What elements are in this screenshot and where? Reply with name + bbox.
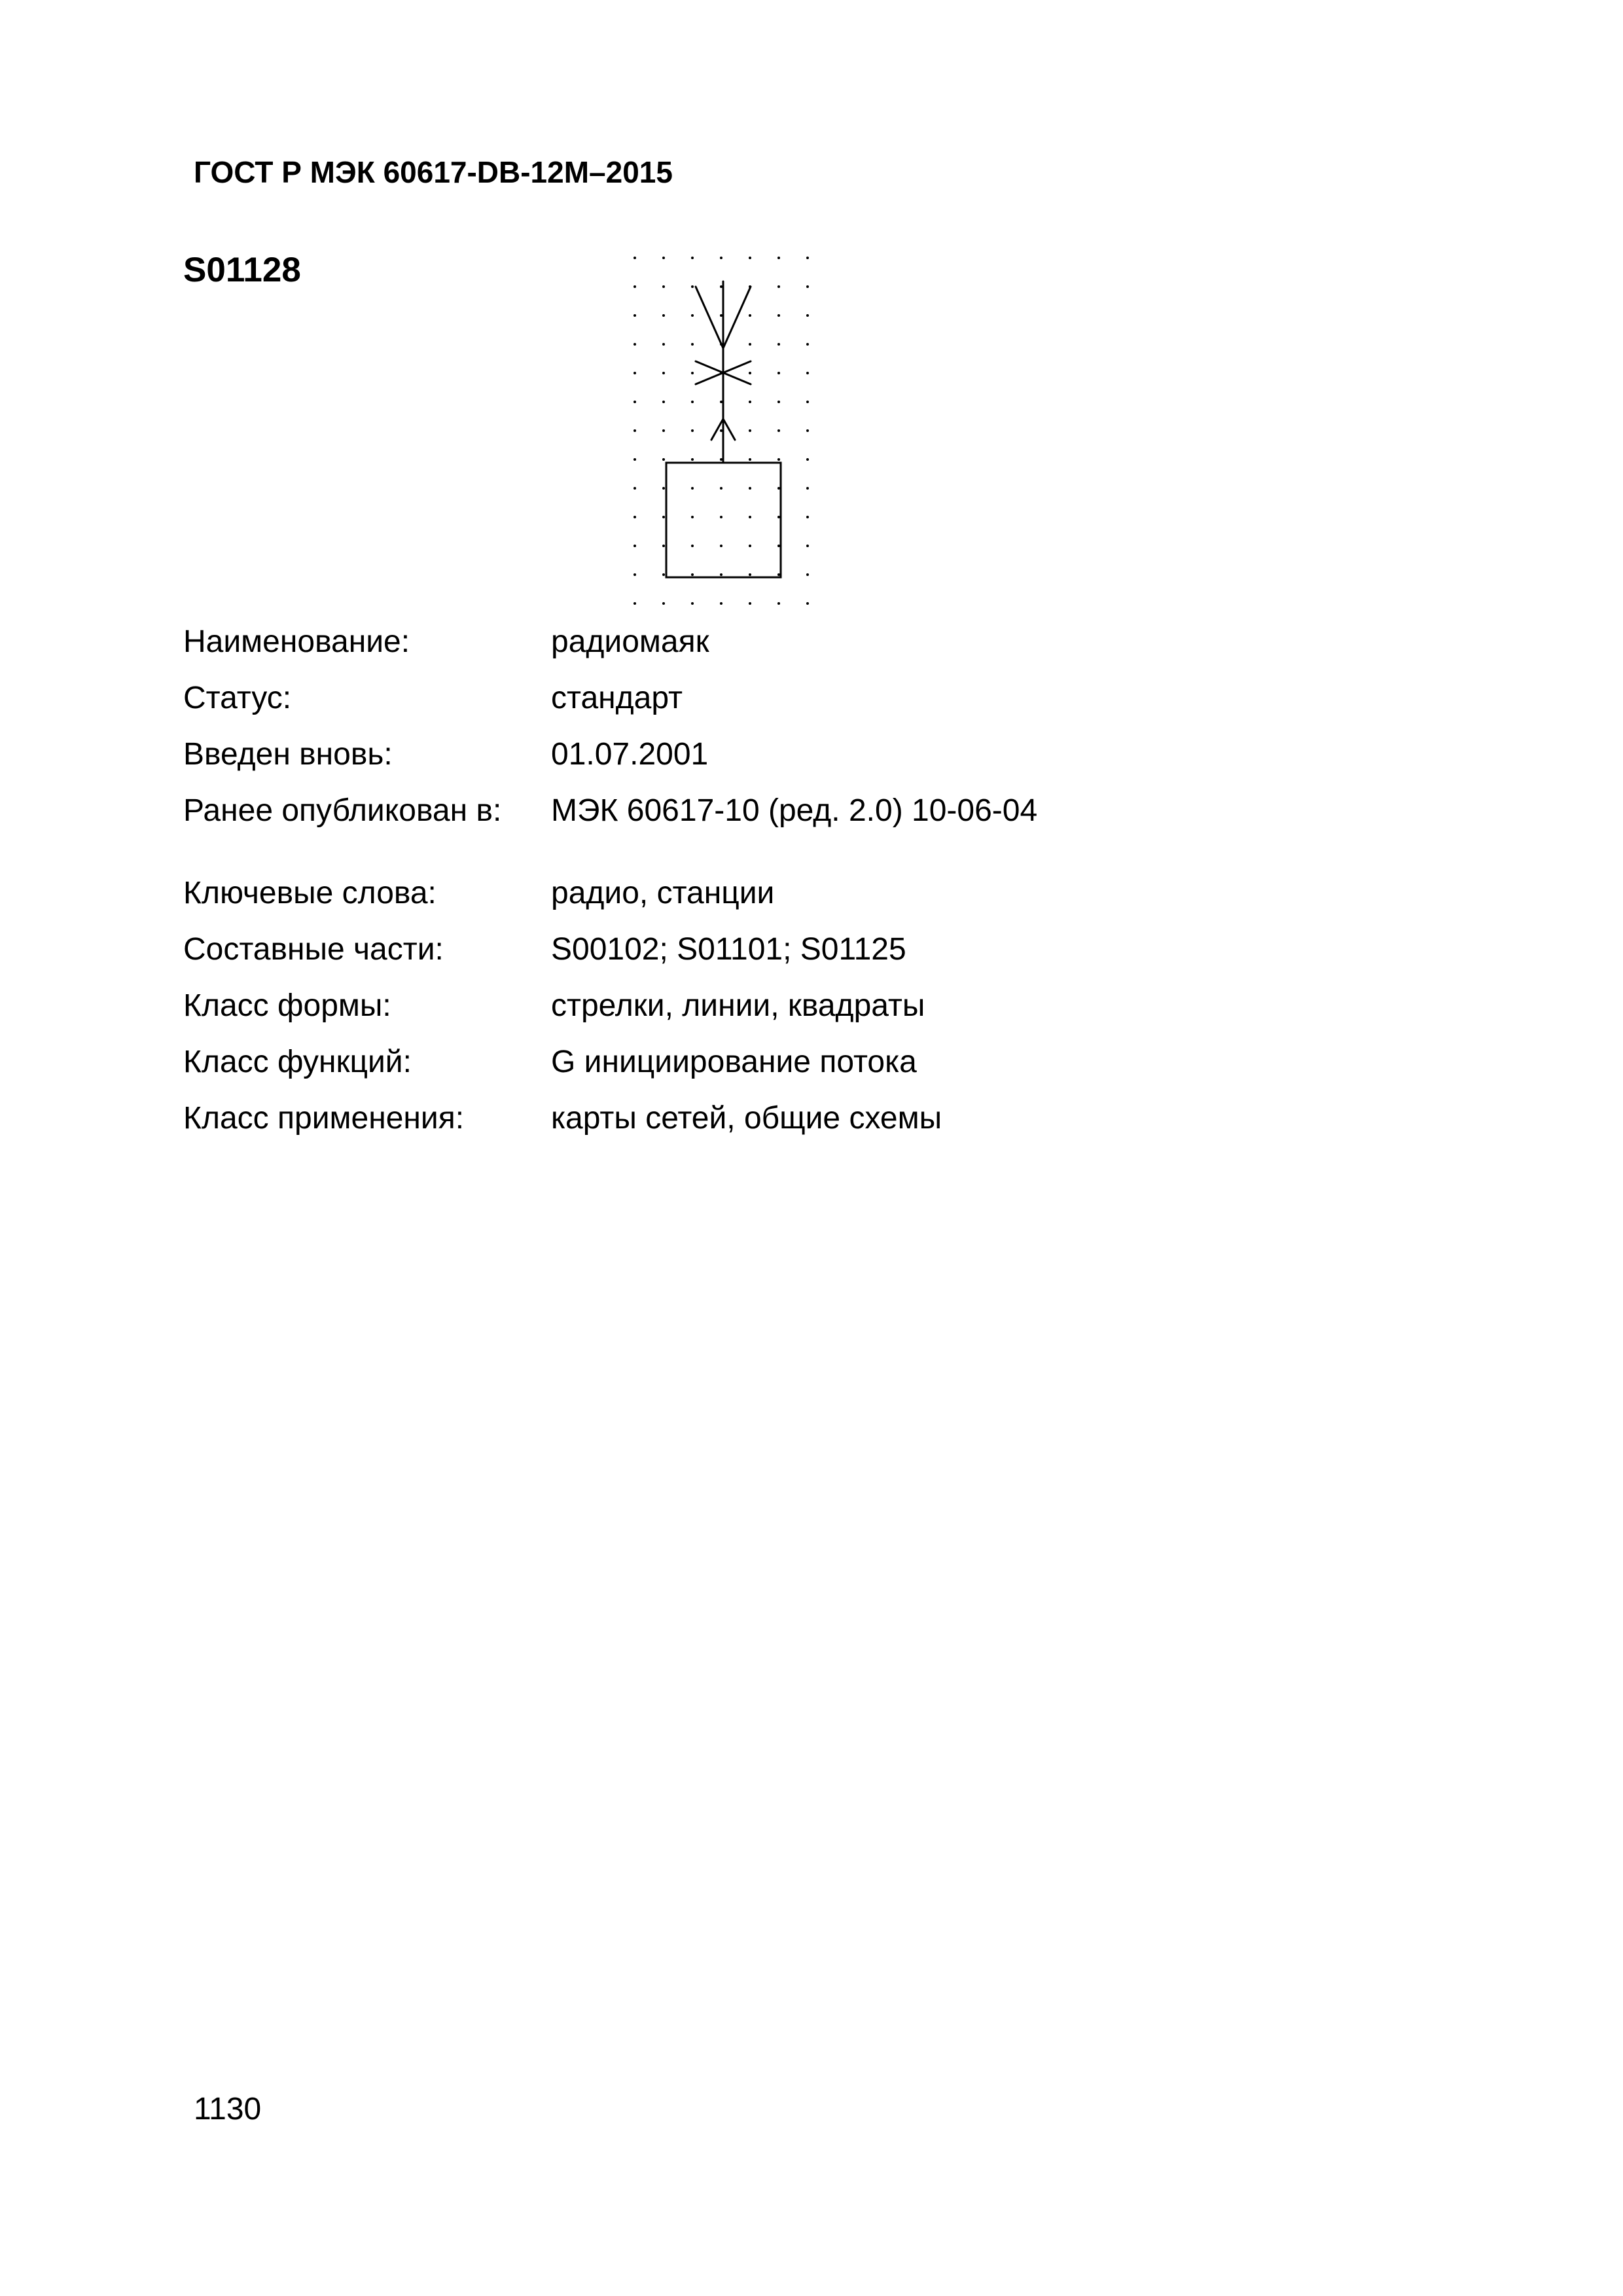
grid-dot (806, 573, 809, 576)
property-value: G инициирование потока (551, 1045, 917, 1079)
property-label: Класс формы: (183, 988, 391, 1023)
page-number: 1130 (194, 2092, 262, 2126)
grid-dot (749, 516, 751, 518)
property-value: 01.07.2001 (551, 737, 709, 772)
grid-dot (662, 602, 665, 605)
grid-dot (633, 285, 636, 288)
grid-dot (633, 458, 636, 461)
grid-dot (806, 602, 809, 605)
property-row-status (183, 670, 1037, 726)
grid-dot (806, 401, 809, 403)
grid-dot (633, 602, 636, 605)
property-value: карты сетей, общие схемы (551, 1101, 942, 1136)
grid-dot (633, 487, 636, 490)
grid-dot (777, 257, 780, 259)
grid-dots (633, 257, 809, 605)
grid-dot (691, 429, 694, 432)
symbol-code: S01128 (183, 251, 301, 289)
grid-dot (691, 257, 694, 259)
grid-dot (777, 602, 780, 605)
property-value: стрелки, линии, квадраты (551, 988, 925, 1023)
grid-dot (691, 545, 694, 547)
grid-dot (662, 401, 665, 403)
grid-dot (691, 285, 694, 288)
grid-dot (691, 573, 694, 576)
grid-dot (720, 573, 722, 576)
grid-dot (777, 343, 780, 346)
grid-dot (662, 257, 665, 259)
grid-dot (806, 487, 809, 490)
grid-dot (777, 573, 780, 576)
property-label: Составные части: (183, 932, 444, 967)
property-label: Класс применения: (183, 1101, 465, 1136)
property-row-previously-published (183, 783, 1037, 839)
property-value: радио, станции (551, 876, 775, 910)
grid-dot (720, 458, 722, 461)
grid-dot (777, 487, 780, 490)
grid-dot (662, 429, 665, 432)
grid-dot (749, 458, 751, 461)
property-label: Ключевые слова: (183, 876, 437, 910)
property-row-name (183, 614, 1037, 670)
grid-dot (633, 516, 636, 518)
grid-dot (662, 458, 665, 461)
property-value: радиомаяк (551, 624, 709, 659)
grid-dot (662, 372, 665, 374)
grid-dot (777, 429, 780, 432)
grid-dot (720, 257, 722, 259)
grid-dot (720, 314, 722, 317)
grid-dot (633, 573, 636, 576)
grid-dot (662, 285, 665, 288)
grid-dot (691, 458, 694, 461)
grid-dot (720, 487, 722, 490)
grid-dot (777, 314, 780, 317)
property-label: Ранее опубликован в: (183, 793, 502, 828)
grid-dot (777, 516, 780, 518)
grid-dot (749, 257, 751, 259)
grid-dot (749, 343, 751, 346)
grid-dot (806, 257, 809, 259)
property-row-shape-class (183, 978, 1037, 1034)
grid-dot (749, 602, 751, 605)
grid-dot (691, 487, 694, 490)
grid-dot (806, 516, 809, 518)
property-label: Класс функций: (183, 1045, 412, 1079)
grid-dot (633, 343, 636, 346)
grid-dot (777, 285, 780, 288)
grid-dot (806, 372, 809, 374)
grid-dot (749, 429, 751, 432)
grid-dot (691, 602, 694, 605)
property-row-introduced (183, 726, 1037, 783)
radio-beacon-symbol-icon (625, 250, 821, 617)
grid-dot (806, 458, 809, 461)
grid-dot (633, 372, 636, 374)
grid-dot (633, 545, 636, 547)
grid-dot (749, 545, 751, 547)
grid-dot (749, 487, 751, 490)
grid-dot (806, 285, 809, 288)
grid-dot (720, 285, 722, 288)
grid-dot (662, 487, 665, 490)
property-value: стандарт (551, 681, 683, 715)
property-row-application-class (183, 1090, 1037, 1147)
grid-dot (633, 314, 636, 317)
grid-dot (691, 343, 694, 346)
grid-dot (806, 429, 809, 432)
grid-dot (633, 429, 636, 432)
grid-dot (691, 372, 694, 374)
grid-dot (662, 573, 665, 576)
grid-dot (806, 343, 809, 346)
grid-dot (720, 401, 722, 403)
grid-dot (662, 343, 665, 346)
grid-dot (720, 545, 722, 547)
grid-dot (777, 401, 780, 403)
symbol-properties (183, 614, 1037, 1147)
grid-dot (806, 314, 809, 317)
property-row-keywords (183, 865, 1037, 922)
grid-dot (749, 314, 751, 317)
grid-dot (777, 545, 780, 547)
grid-dot (720, 602, 722, 605)
grid-dot (633, 257, 636, 259)
grid-dot (806, 545, 809, 547)
grid-dot (777, 372, 780, 374)
document-header: ГОСТ Р МЭК 60617-DB-12M–2015 (194, 155, 673, 189)
property-value: МЭК 60617-10 (ред. 2.0) 10-06-04 (551, 793, 1038, 828)
property-label: Наименование: (183, 624, 410, 659)
property-label: Статус: (183, 681, 292, 715)
grid-dot (633, 401, 636, 403)
grid-dot (749, 573, 751, 576)
grid-dot (662, 314, 665, 317)
grid-dot (662, 516, 665, 518)
grid-dot (691, 516, 694, 518)
property-row-components (183, 922, 1037, 978)
grid-dot (777, 458, 780, 461)
grid-dot (691, 314, 694, 317)
grid-dot (662, 545, 665, 547)
property-label: Введен вновь: (183, 737, 393, 772)
grid-dot (720, 429, 722, 432)
grid-dot (749, 372, 751, 374)
grid-dot (720, 516, 722, 518)
property-row-function-class (183, 1034, 1037, 1090)
property-value: S00102; S01101; S01125 (551, 932, 906, 967)
grid-dot (749, 401, 751, 403)
grid-dot (691, 401, 694, 403)
